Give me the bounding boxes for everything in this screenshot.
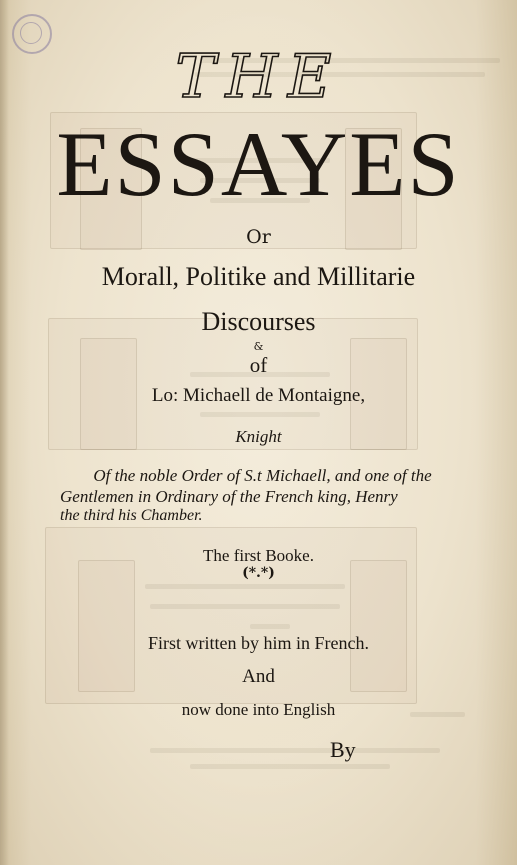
title-essayes: ESSAYES [56, 113, 461, 215]
order-line-1: Of the noble Order of S.t Michaell, and one of the [93, 466, 432, 485]
and-line: And [242, 666, 275, 687]
of-line: of [249, 353, 268, 377]
book-number: The first Booke. [203, 546, 314, 565]
author-title-knight: Knight [235, 427, 282, 446]
author-name: Lo: Michaell de Montaigne, [151, 385, 366, 406]
ampersand-mark: & [253, 340, 264, 353]
subtitle-morall-politike: Morall, Politike and Millitarie [101, 262, 416, 291]
subtitle-discourses: Discourses [201, 307, 316, 336]
order-line-2: Gentlemen in Ordinary of the French king, Henry [60, 487, 398, 506]
first-written-line: First written by him in French. [148, 633, 369, 653]
subtitle-or: Or [246, 226, 271, 248]
title-the: THE [175, 42, 342, 112]
order-line-3: the third his Chamber. [60, 507, 203, 524]
catchword-by: By [330, 737, 356, 762]
translation-line: now done into English [181, 700, 336, 719]
printer-ornament: (*.*) [242, 565, 275, 581]
